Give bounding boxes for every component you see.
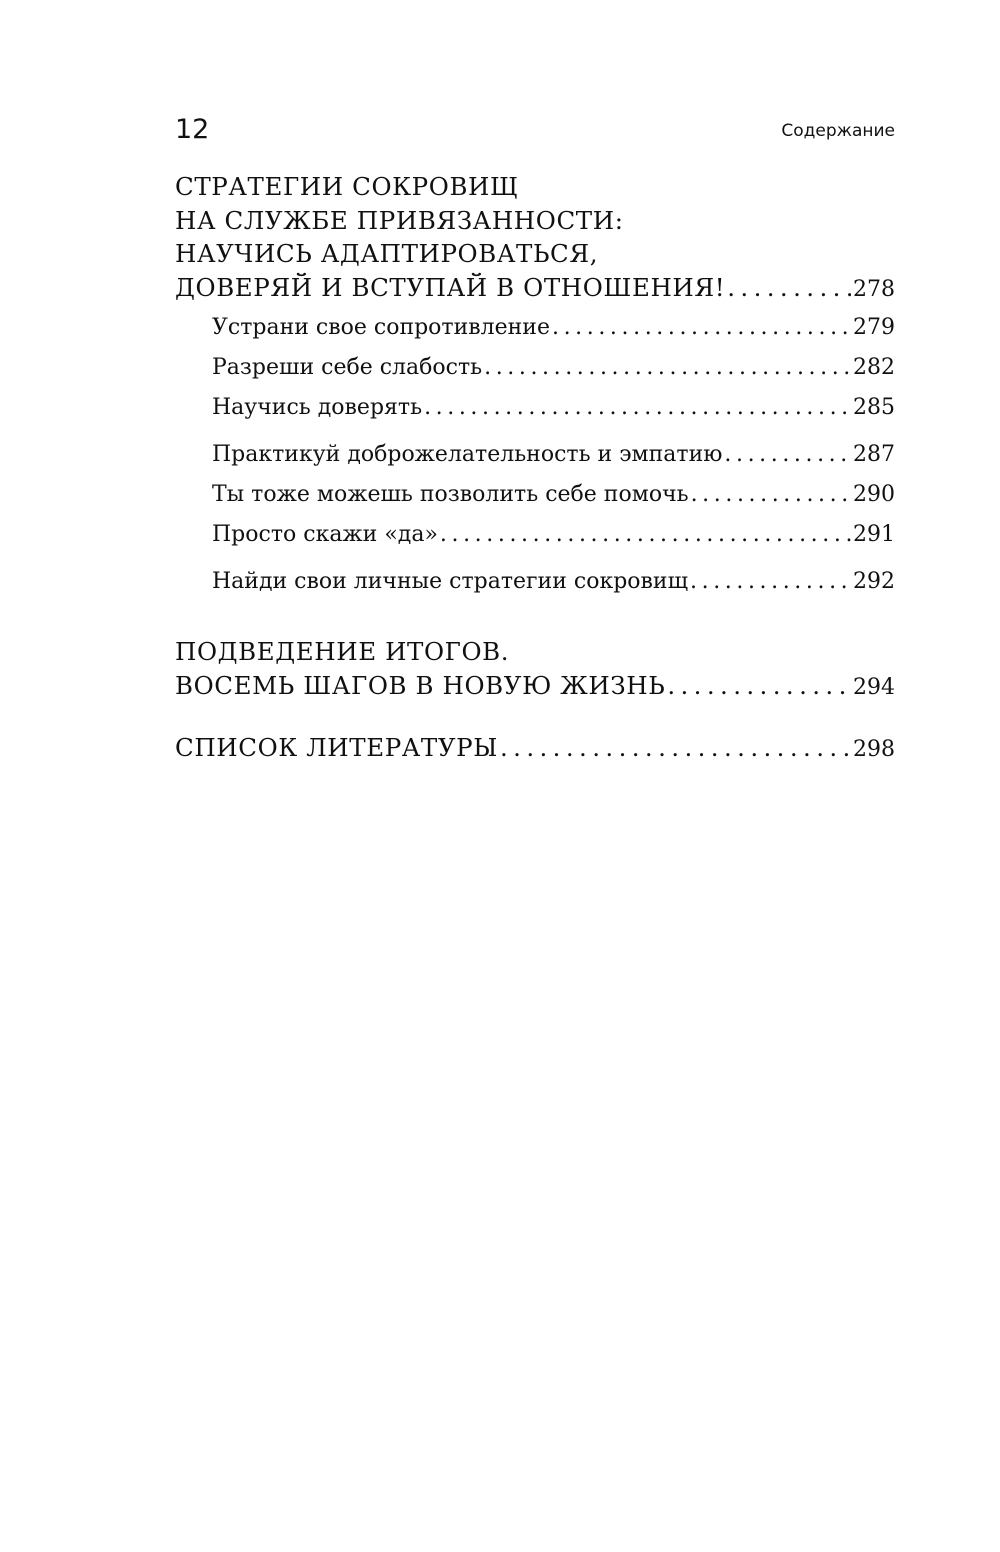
- table-of-contents: [175, 170, 895, 767]
- toc-subentry[interactable]: [175, 353, 895, 383]
- toc-entry-page: 292: [853, 569, 895, 594]
- part-title-line: НА СЛУЖБЕ ПРИВЯЗАННОСТИ:: [175, 205, 624, 235]
- part-title-line: СТРАТЕГИИ СОКРОВИЩ: [175, 172, 519, 201]
- toc-entry-label: СПИСОК ЛИТЕРАТУРЫ: [175, 733, 498, 762]
- dot-leader: [690, 567, 851, 597]
- toc-entry-page: 285: [853, 395, 895, 420]
- toc-part-summary: [175, 635, 895, 704]
- toc-subentry[interactable]: [175, 567, 895, 597]
- toc-entry-page: 279: [853, 315, 895, 340]
- toc-subentry[interactable]: [175, 440, 895, 470]
- dot-leader: [484, 353, 851, 383]
- running-head: Содержание: [781, 121, 895, 141]
- toc-entry[interactable]: [175, 669, 895, 705]
- dot-leader: [691, 480, 851, 510]
- part-title-line: НАУЧИСЬ АДАПТИРОВАТЬСЯ,: [175, 239, 599, 268]
- toc-entry-page: 282: [853, 355, 895, 380]
- toc-subentry[interactable]: [175, 480, 895, 510]
- toc-entry-label: Разреши себе слабость: [212, 355, 483, 380]
- dot-leader: [424, 393, 851, 423]
- toc-entry-label: Научись доверять: [212, 395, 423, 420]
- toc-part-treasure-strategies: [175, 170, 895, 306]
- dot-leader: [500, 731, 851, 765]
- dot-leader: [727, 271, 851, 305]
- dot-leader: [552, 313, 851, 343]
- toc-subentry[interactable]: [175, 393, 895, 423]
- dot-leader: [724, 440, 851, 470]
- toc-entry-label: ВОСЕМЬ ШАГОВ В НОВУЮ ЖИЗНЬ: [175, 670, 666, 700]
- toc-entry-page: 298: [853, 737, 895, 762]
- toc-entry-page: 290: [853, 482, 895, 507]
- toc-entry-page: 287: [853, 442, 895, 467]
- dot-leader: [667, 669, 851, 703]
- toc-entry[interactable]: [175, 271, 895, 307]
- toc-entry-label: Просто скажи «да»: [212, 522, 438, 547]
- dot-leader: [440, 520, 851, 550]
- toc-entry-label: Устрани свое сопротивление: [212, 315, 550, 340]
- toc-entry-label: Практикуй доброжелательность и эмпатию: [212, 442, 723, 467]
- part-title-line: ПОДВЕДЕНИЕ ИТОГОВ.: [175, 637, 510, 666]
- toc-entry-page: 278: [853, 276, 895, 302]
- toc-subentry[interactable]: [175, 313, 895, 343]
- toc-entry-label: Найди свои личные стратегии сокровищ: [212, 569, 689, 594]
- toc-entry-label: ДОВЕРЯЙ И ВСТУПАЙ В ОТНОШЕНИЯ!: [175, 272, 726, 302]
- toc-entry-page: 294: [853, 674, 895, 700]
- toc-entry-bibliography[interactable]: [175, 731, 895, 767]
- toc-subentry[interactable]: [175, 520, 895, 550]
- toc-entry-page: 291: [853, 522, 895, 547]
- page-number: 12: [175, 114, 210, 145]
- toc-entry-label: Ты тоже можешь позволить себе помочь: [212, 482, 689, 507]
